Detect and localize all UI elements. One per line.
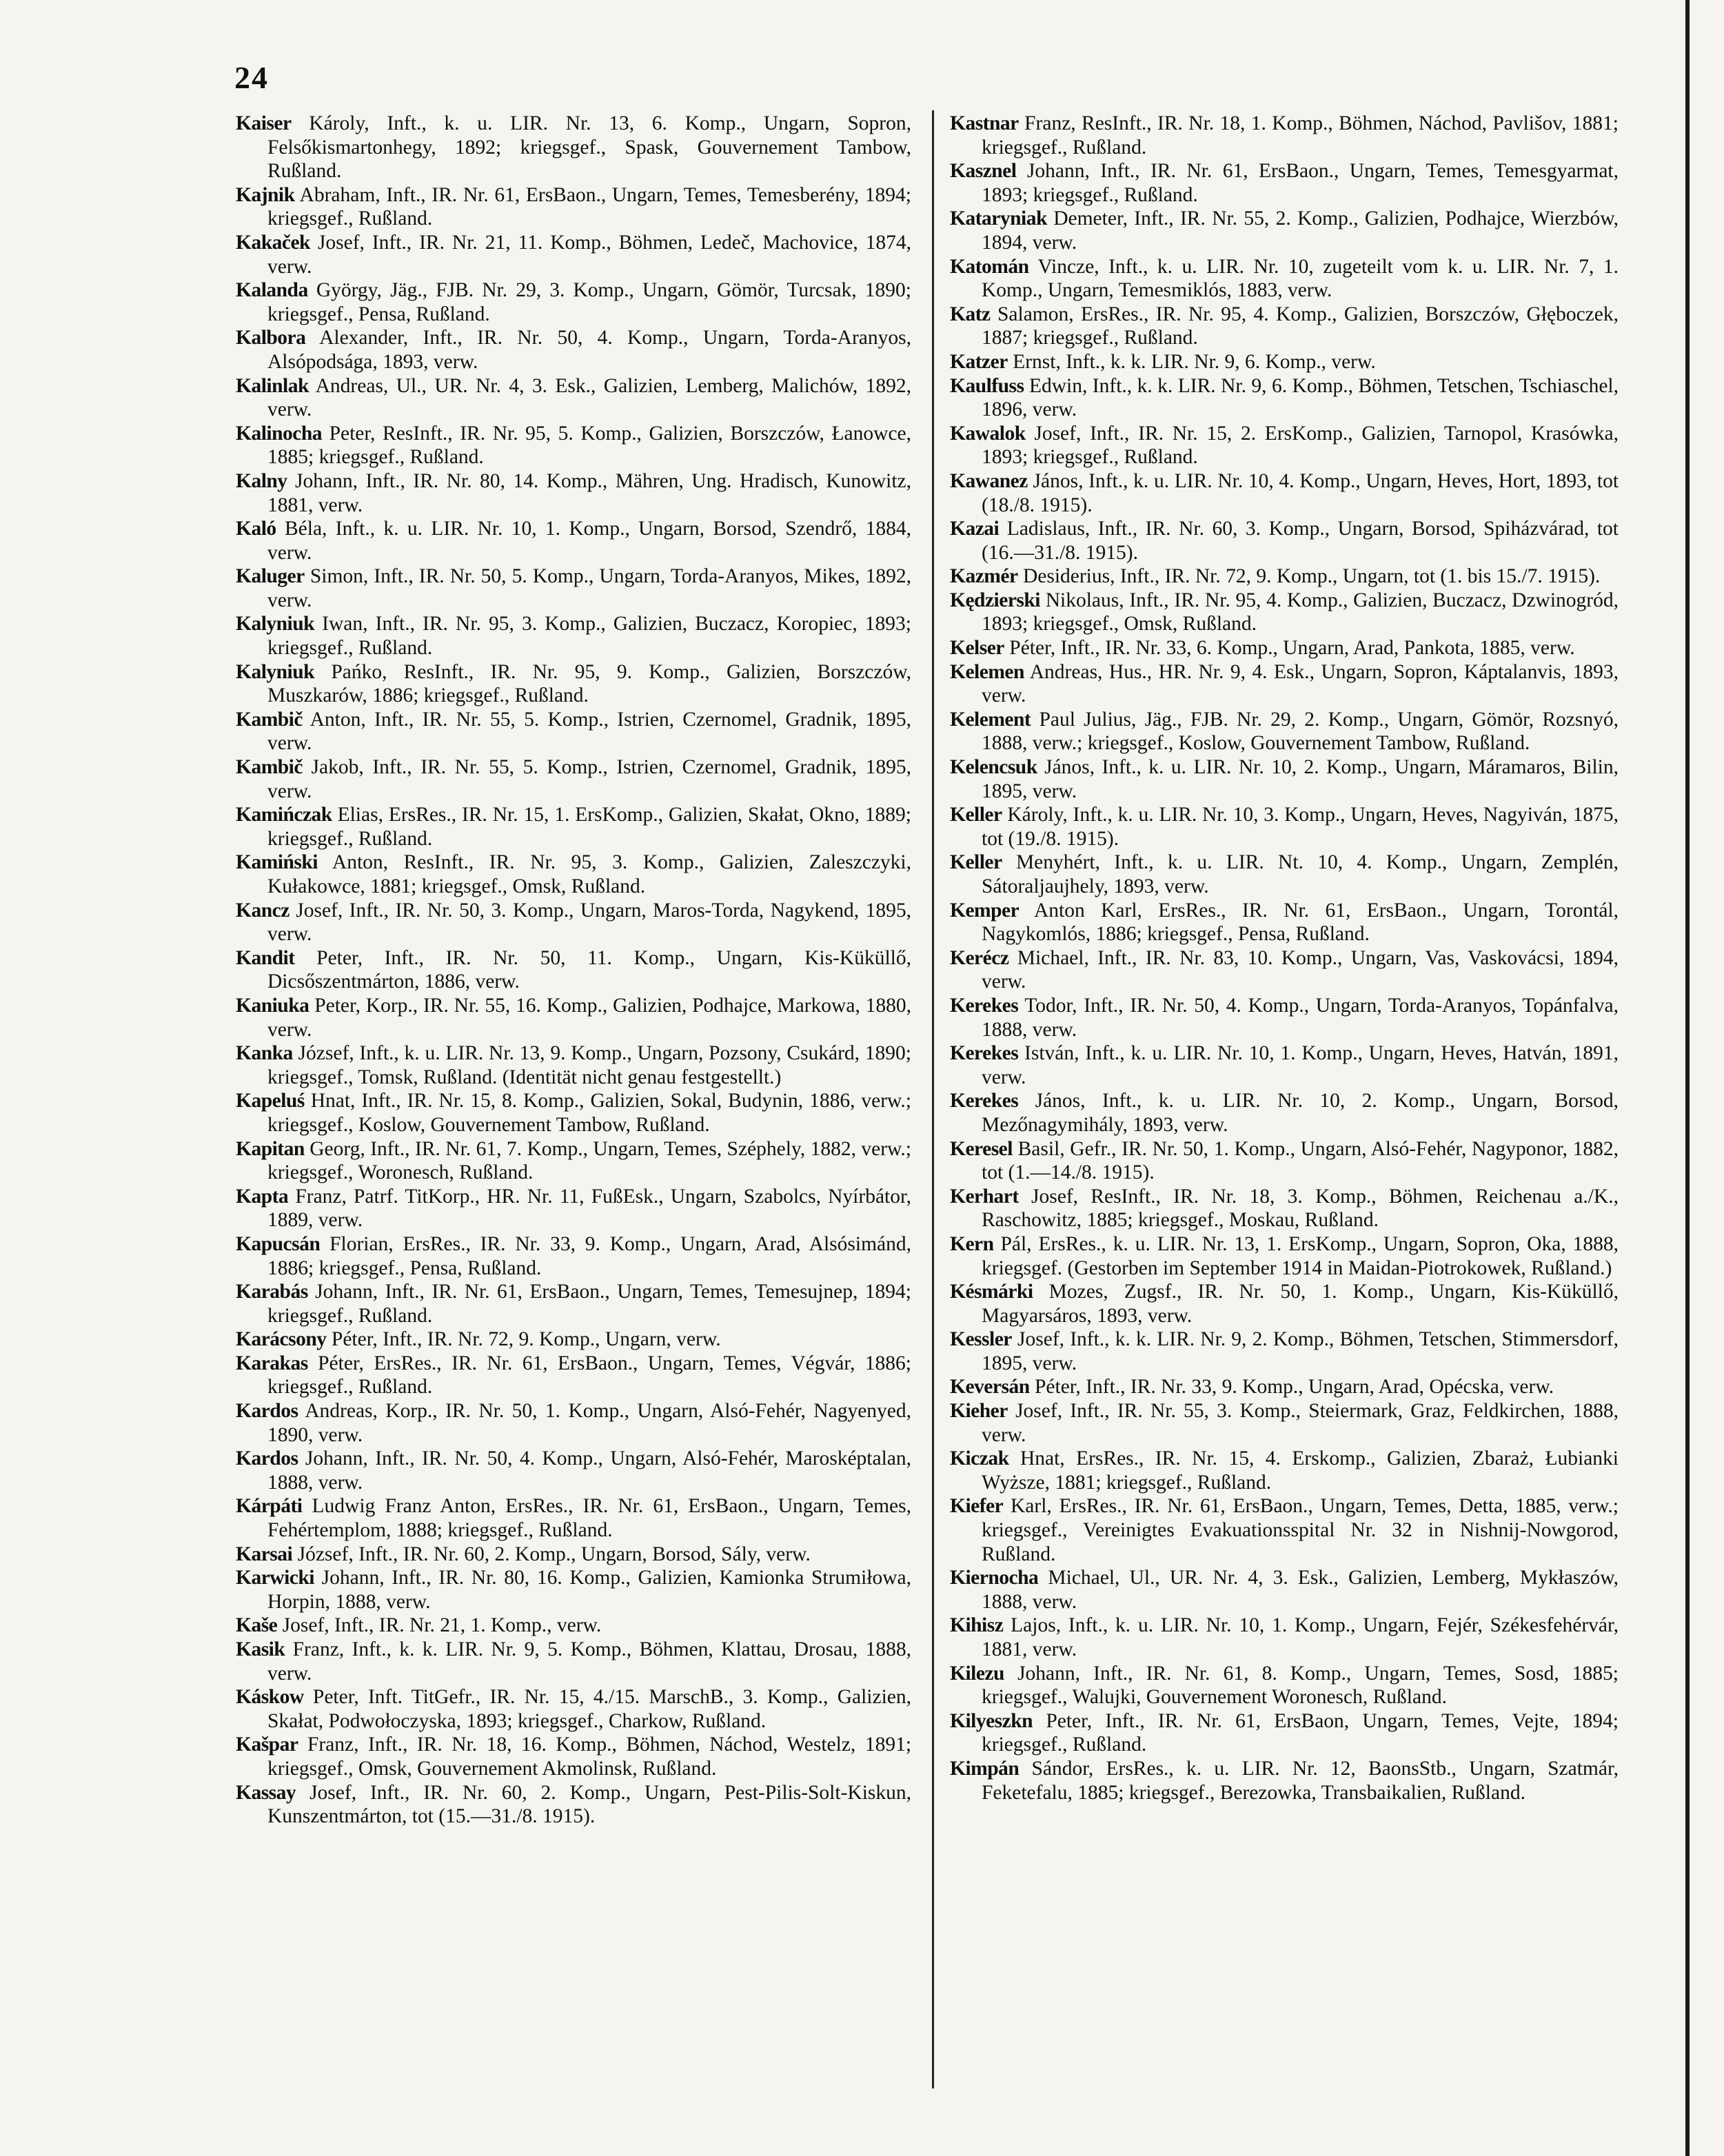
register-entry (950, 1041, 1619, 1089)
register-entry (236, 1041, 911, 1089)
entry-details: Michael, Ul., UR. Nr. 4, 3. Esk., Galizien, Lemberg, Mykłaszów, 1888, verw. (982, 1567, 1619, 1613)
entry-surname: Kardos (236, 1400, 298, 1423)
entry-surname: Keller (950, 851, 1002, 874)
entry-details: Lajos, Inft., k. u. LIR. Nr. 10, 1. Komp., Ungarn, Fejér, Székesfehérvár, 1881, verw. (982, 1614, 1619, 1660)
entry-details: János, Inft., k. u. LIR. Nr. 10, 4. Komp., Ungarn, Heves, Hort, 1893, tot (18./8. 1915). (982, 469, 1619, 516)
register-entry (236, 946, 911, 994)
register-entry (236, 183, 911, 231)
entry-details: Franz, ResInft., IR. Nr. 18, 1. Komp., Böhmen, Náchod, Pavlišov, 1881; kriegsgef., Rußland. (982, 112, 1619, 159)
register-entry (236, 1685, 911, 1733)
entry-details: Josef, Inft., IR. Nr. 21, 11. Komp., Böhmen, Ledeč, Machovice, 1874, verw. (267, 231, 911, 278)
entry-surname: Kalny (236, 469, 287, 492)
register-entry (236, 565, 911, 612)
entry-details: József, Inft., k. u. LIR. Nr. 13, 9. Komp., Ungarn, Pozsony, Csukárd, 1890; kriegsgef., Tomsk, Rußland. (Identität nicht genau festgestellt.) (267, 1042, 912, 1088)
entry-details: Johann, Inft., IR. Nr. 61, ErsBaon., Ungarn, Temes, Temesgyarmat, 1893; kriegsgef., Rußland. (982, 160, 1619, 206)
entry-surname: Kamiński (236, 851, 318, 874)
entry-details: György, Jäg., FJB. Nr. 29, 3. Komp., Ungarn, Gömör, Turcsak, 1890; kriegsgef., Pensa, Rußland. (267, 279, 911, 325)
column-divider (932, 110, 934, 2088)
entry-details: Jakob, Inft., IR. Nr. 55, 5. Komp., Istrien, Czernomel, Gradnik, 1895, verw. (267, 756, 912, 802)
entry-details: Béla, Inft., k. u. LIR. Nr. 10, 1. Komp., Ungarn, Borsod, Szendrő, 1884, verw. (267, 518, 912, 564)
entry-surname: Kazai (950, 518, 1000, 540)
entry-details: Edwin, Inft., k. k. LIR. Nr. 9, 6. Komp., Böhmen, Tetschen, Tschiaschel, 1896, verw. (982, 374, 1619, 421)
register-entry (950, 112, 1619, 159)
entry-surname: Kambič (236, 708, 303, 731)
entry-details: Menyhért, Inft., k. u. LIR. Nt. 10, 4. Komp., Ungarn, Zemplén, Sátoraljaujhely, 1893, verw. (982, 851, 1619, 897)
entry-details: Anton Karl, ErsRes., IR. Nr. 61, ErsBaon., Ungarn, Torontál, Nagykomlós, 1886; kriegsgef., Pensa, Rußland. (982, 899, 1619, 946)
register-entry (950, 1662, 1619, 1709)
entry-surname: Kassay (236, 1781, 296, 1804)
register-entry (236, 231, 911, 278)
entry-details: Peter, Inft., IR. Nr. 61, ErsBaon, Ungarn, Temes, Vejte, 1894; kriegsgef., Rußland. (982, 1709, 1619, 1756)
entry-details: János, Inft., k. u. LIR. Nr. 10, 2. Komp., Ungarn, Máramaros, Bilin, 1895, verw. (982, 756, 1619, 802)
entry-details: Josef, Inft., IR. Nr. 21, 1. Komp., verw. (282, 1614, 602, 1637)
register-entry (950, 159, 1619, 207)
entry-surname: Kelencsuk (950, 756, 1037, 779)
entry-details: Abraham, Inft., IR. Nr. 61, ErsBaon., Ungarn, Temes, Temesberény, 1894; kriegsgef., Rußland. (267, 183, 911, 230)
left-column (236, 112, 911, 1829)
entry-details: Péter, Inft., IR. Nr. 33, 6. Komp., Ungarn, Arad, Pankota, 1885, verw. (1009, 637, 1575, 660)
entry-surname: Kapeluś (236, 1090, 305, 1112)
entry-surname: Kern (950, 1232, 994, 1255)
page-number: 24 (234, 60, 269, 95)
entry-surname: Kalyniuk (236, 613, 315, 635)
entry-surname: Kasznel (950, 160, 1017, 183)
entry-surname: Kalanda (236, 279, 308, 302)
register-entry (950, 422, 1619, 469)
right-column (950, 112, 1619, 1804)
register-entry (236, 660, 911, 708)
register-entry (950, 636, 1619, 660)
entry-surname: Keversán (950, 1376, 1030, 1399)
register-entry (236, 1781, 911, 1829)
entry-details: Johann, Inft., IR. Nr. 80, 16. Komp., Galizien, Kamionka Strumiłowa, Horpin, 1888, verw. (267, 1567, 912, 1613)
entry-surname: Kerekes (950, 1090, 1019, 1112)
entry-surname: Kerekes (950, 1042, 1019, 1065)
entry-surname: Kašpar (236, 1733, 298, 1756)
entry-details: Péter, ErsRes., IR. Nr. 61, ErsBaon., Ungarn, Temes, Végvár, 1886; kriegsgef., Rußland. (267, 1352, 911, 1399)
register-entry (950, 1757, 1619, 1804)
entry-surname: Kihisz (950, 1614, 1004, 1637)
entry-surname: Késmárki (950, 1281, 1033, 1303)
entry-surname: Kapitan (236, 1137, 305, 1160)
register-entry (950, 1089, 1619, 1137)
entry-surname: Kieher (950, 1400, 1008, 1423)
entry-details: Pańko, ResInft., IR. Nr. 95, 9. Komp., Galizien, Borszczów, Muszkarów, 1886; kriegsgef., Rußland. (267, 660, 912, 707)
entry-surname: Karsai (236, 1543, 293, 1565)
register-entry (236, 1352, 911, 1399)
register-entry (950, 994, 1619, 1041)
entry-details: Anton, Inft., IR. Nr. 55, 5. Komp., Istrien, Czernomel, Gradnik, 1895, verw. (267, 708, 912, 755)
register-entry (236, 1399, 911, 1447)
entry-details: Josef, Inft., IR. Nr. 50, 3. Komp., Ungarn, Maros-Torda, Nagykend, 1895, verw. (267, 899, 911, 946)
entry-surname: Kilezu (950, 1662, 1004, 1685)
entry-details: Mozes, Zugsf., IR. Nr. 50, 1. Komp., Ungarn, Kis-Küküllő, Magyarsáros, 1893, verw. (982, 1281, 1619, 1327)
entry-details: Hnat, ErsRes., IR. Nr. 15, 4. Erskomp., Galizien, Zbaraż, Łubianki Wyższe, 1881; kriegsgef., Rußland. (982, 1447, 1619, 1494)
entry-details: Josef, Inft., IR. Nr. 15, 2. ErsKomp., Galizien, Tarnopol, Krasówka, 1893; kriegsgef., Rußland. (982, 422, 1619, 469)
entry-surname: Kelser (950, 637, 1004, 660)
entry-details: Franz, Patrf. TitKorp., HR. Nr. 11, FußEsk., Ungarn, Szabolcs, Nyírbátor, 1889, verw. (267, 1185, 912, 1232)
register-entry (950, 946, 1619, 994)
entry-details: Simon, Inft., IR. Nr. 50, 5. Komp., Ungarn, Torda-Aranyos, Mikes, 1892, verw. (267, 565, 912, 611)
entry-surname: Kalyniuk (236, 660, 315, 683)
entry-surname: Kerhart (950, 1185, 1019, 1208)
register-entry (236, 803, 911, 851)
entry-surname: Katz (950, 303, 991, 325)
page-edge-line (1685, 0, 1690, 2156)
register-entry (236, 326, 911, 374)
entry-surname: Kaniuka (236, 994, 310, 1017)
entry-surname: Kaló (236, 518, 276, 540)
register-entry (950, 708, 1619, 755)
entry-details: Andreas, Korp., IR. Nr. 50, 1. Komp., Ungarn, Alsó-Fehér, Nagyenyed, 1890, verw. (267, 1400, 912, 1446)
entry-surname: Kilyeszkn (950, 1709, 1033, 1732)
register-entry (950, 1399, 1619, 1447)
entry-details: Ladislaus, Inft., IR. Nr. 60, 3. Komp., Ungarn, Borsod, Spiházvárad, tot (16.—31./8. 1915). (982, 518, 1619, 564)
entry-details: Josef, Inft., k. k. LIR. Nr. 9, 2. Komp., Böhmen, Tetschen, Stimmersdorf, 1895, verw. (982, 1328, 1619, 1374)
entry-surname: Katzer (950, 350, 1008, 373)
register-entry (236, 1185, 911, 1232)
entry-details: Peter, ResInft., IR. Nr. 95, 5. Komp., Galizien, Borszczów, Łanowce, 1885; kriegsgef., Rußland. (267, 422, 912, 469)
entry-details: Andreas, Ul., UR. Nr. 4, 3. Esk., Galizien, Lemberg, Malichów, 1892, verw. (267, 374, 911, 421)
register-entry (950, 517, 1619, 565)
entry-details: Anton, ResInft., IR. Nr. 95, 3. Komp., Galizien, Zaleszczyki, Kułakowce, 1881; kriegsgef., Omsk, Rußland. (267, 851, 911, 897)
entry-surname: Kardos (236, 1447, 298, 1470)
entry-surname: Kalinocha (236, 422, 322, 445)
entry-surname: Kambič (236, 756, 303, 779)
register-entry (950, 1494, 1619, 1566)
register-entry (236, 374, 911, 422)
entry-details: Elias, ErsRes., IR. Nr. 15, 1. ErsKomp., Galizien, Skałat, Okno, 1889; kriegsgef., Rußland. (267, 804, 912, 850)
register-entry (950, 1185, 1619, 1232)
register-entry (236, 1494, 911, 1542)
register-entry (950, 255, 1619, 303)
entry-surname: Kiefer (950, 1495, 1004, 1518)
entry-details: Desiderius, Inft., IR. Nr. 72, 9. Komp., Ungarn, tot (1. bis 15./7. 1915). (1022, 565, 1601, 588)
register-entry (950, 755, 1619, 803)
entry-details: Franz, Inft., IR. Nr. 18, 16. Komp., Böhmen, Náchod, Westelz, 1891; kriegsgef., Omsk, Gouvernement Akmolinsk, Rußland. (267, 1733, 912, 1780)
entry-details: Sándor, ErsRes., k. u. LIR. Nr. 12, BaonsStb., Ungarn, Szatmár, Feketefalu, 1885; kriegsgef., Berezowka, Transbaikalien, Rußland. (982, 1757, 1619, 1804)
register-entry (236, 1280, 911, 1328)
entry-surname: Kancz (236, 899, 290, 922)
register-entry (236, 755, 911, 803)
entry-surname: Kiczak (950, 1447, 1009, 1470)
entry-surname: Keller (950, 804, 1002, 826)
entry-details: Károly, Inft., k. u. LIR. Nr. 13, 6. Komp., Ungarn, Sopron, Felsőkismartonhegy, 1892; kriegsgef., Spask, Gouvernement Tambow, Rußland. (267, 112, 911, 183)
entry-details: Hnat, Inft., IR. Nr. 15, 8. Komp., Galizien, Sokal, Budynin, 1886, verw.; kriegsgef., Koslow, Gouvernement Tambow, Rußland. (267, 1090, 911, 1136)
entry-surname: Keresel (950, 1137, 1013, 1160)
entry-details: József, Inft., IR. Nr. 60, 2. Komp., Ungarn, Borsod, Sály, verw. (297, 1543, 811, 1565)
entry-details: Ludwig Franz Anton, ErsRes., IR. Nr. 61, ErsBaon., Ungarn, Temes, Fehértemplom, 1888; kriegsgef., Rußland. (267, 1495, 911, 1542)
register-entry (236, 1328, 911, 1352)
register-entry (950, 1614, 1619, 1661)
register-entry (236, 469, 911, 517)
register-entry (950, 899, 1619, 946)
entry-details: Paul Julius, Jäg., FJB. Nr. 29, 2. Komp., Ungarn, Gömör, Rozsnyó, 1888, verw.; kriegsgef., Koslow, Gouvernement Tambow, Rußland. (982, 708, 1619, 755)
register-entry (236, 1447, 911, 1494)
register-entry (236, 1638, 911, 1685)
register-entry (236, 1566, 911, 1614)
entry-surname: Kawanez (950, 469, 1028, 492)
entry-surname: Kalbora (236, 327, 306, 349)
register-entry (236, 1733, 911, 1780)
entry-details: Johann, Inft., IR. Nr. 61, 8. Komp., Ungarn, Temes, Sosd, 1885; kriegsgef., Walujki, Gouvernement Woronesch, Rußland. (982, 1662, 1619, 1709)
register-entry (236, 112, 911, 183)
entry-details: Franz, Inft., k. k. LIR. Nr. 9, 5. Komp., Böhmen, Klattau, Drosau, 1888, verw. (267, 1638, 912, 1685)
entry-surname: Kandit (236, 946, 295, 969)
register-entry (236, 278, 911, 326)
entry-details: Basil, Gefr., IR. Nr. 50, 1. Komp., Ungarn, Alsó-Fehér, Nagyponor, 1882, tot (1.—14./8. 1915). (982, 1137, 1619, 1184)
entry-details: Peter, Inft., IR. Nr. 50, 11. Komp., Ungarn, Kis-Küküllő, Dicsőszentmárton, 1886, verw. (267, 946, 912, 993)
entry-surname: Kerekes (950, 994, 1019, 1017)
entry-details: Iwan, Inft., IR. Nr. 95, 3. Komp., Galizien, Buczacz, Koropiec, 1893; kriegsgef., Rußland. (267, 613, 912, 660)
entry-details: Ernst, Inft., k. k. LIR. Nr. 9, 6. Komp., verw. (1013, 350, 1376, 373)
entry-surname: Kaluger (236, 565, 305, 588)
register-entry (950, 803, 1619, 851)
register-entry (950, 589, 1619, 636)
entry-surname: Kalinlak (236, 374, 309, 397)
entry-surname: Kataryniak (950, 207, 1047, 230)
register-entry (950, 1232, 1619, 1280)
entry-surname: Kelemen (950, 660, 1024, 683)
entry-surname: Kawalok (950, 422, 1026, 445)
entry-surname: Kelement (950, 708, 1031, 731)
register-entry (950, 303, 1619, 350)
entry-surname: Kessler (950, 1328, 1012, 1351)
entry-surname: Kastnar (950, 112, 1019, 134)
entry-surname: Karwicki (236, 1567, 314, 1589)
entry-surname: Kakaček (236, 231, 310, 254)
entry-surname: Karácsony (236, 1328, 327, 1351)
register-entry (950, 350, 1619, 374)
entry-details: János, Inft., k. u. LIR. Nr. 10, 2. Komp., Ungarn, Borsod, Mezőnagymihály, 1893, verw. (982, 1090, 1619, 1136)
entry-details: Pál, ErsRes., k. u. LIR. Nr. 13, 1. ErsKomp., Ungarn, Sopron, Oka, 1888, kriegsgef. (Gestorben im September 1914 in Maidan-Piotrokowek, Rußland.) (982, 1232, 1619, 1279)
register-entry (950, 1328, 1619, 1375)
entry-details: Peter, Korp., IR. Nr. 55, 16. Komp., Galizien, Podhajce, Markowa, 1880, verw. (267, 994, 911, 1041)
register-entry (236, 994, 911, 1041)
register-entry (950, 1566, 1619, 1614)
entry-details: Károly, Inft., k. u. LIR. Nr. 10, 3. Komp., Ungarn, Heves, Nagyiván, 1875, tot (19./8. 1915). (982, 804, 1619, 850)
entry-surname: Kaiser (236, 112, 292, 134)
register-entry (236, 1089, 911, 1137)
register-entry (236, 1614, 911, 1638)
entry-surname: Kárpáti (236, 1495, 303, 1518)
register-entry (950, 207, 1619, 254)
entry-surname: Kaše (236, 1614, 278, 1637)
register-entry (950, 1280, 1619, 1328)
register-entry (950, 1709, 1619, 1757)
entry-surname: Kaulfuss (950, 374, 1024, 397)
entry-details: Péter, Inft., IR. Nr. 33, 9. Komp., Ungarn, Arad, Opécska, verw. (1035, 1376, 1554, 1399)
entry-details: Peter, Inft. TitGefr., IR. Nr. 15, 4./15. MarschB., 3. Komp., Galizien, Skałat, Podwołoczyska, 1893; kriegsgef., Charkow, Rußland. (267, 1686, 911, 1732)
entry-details: Johann, Inft., IR. Nr. 61, ErsBaon., Ungarn, Temes, Temesujnep, 1894; kriegsgef., Rußland. (267, 1281, 911, 1327)
entry-details: Nikolaus, Inft., IR. Nr. 95, 4. Komp., Galizien, Buczacz, Dzwinogród, 1893; kriegsgef., Omsk, Rußland. (982, 589, 1619, 635)
entry-details: Johann, Inft., IR. Nr. 80, 14. Komp., Mähren, Ung. Hradisch, Kunowitz, 1881, verw. (267, 469, 912, 516)
register-entry (950, 565, 1619, 589)
entry-details: Salamon, ErsRes., IR. Nr. 95, 4. Komp., Galizien, Borszczów, Głęboczek, 1887; kriegsgef., Rußland. (982, 303, 1619, 349)
register-entry (236, 612, 911, 660)
register-entry (236, 422, 911, 469)
entry-surname: Kapta (236, 1185, 289, 1208)
register-entry (236, 1137, 911, 1185)
entry-surname: Karakas (236, 1352, 308, 1374)
register-entry (236, 1232, 911, 1280)
entry-surname: Kanka (236, 1042, 293, 1065)
entry-surname: Kiernocha (950, 1567, 1039, 1589)
entry-surname: Kerécz (950, 946, 1009, 969)
entry-surname: Kimpán (950, 1757, 1020, 1780)
register-entry (950, 1375, 1619, 1399)
entry-surname: Katomán (950, 255, 1029, 278)
entry-surname: Kędzierski (950, 589, 1041, 611)
entry-surname: Karabás (236, 1281, 308, 1303)
entry-surname: Kamińczak (236, 804, 332, 826)
entry-details: Florian, ErsRes., IR. Nr. 33, 9. Komp., Ungarn, Arad, Alsósimánd, 1886; kriegsgef., Pensa, Rußland. (267, 1232, 911, 1279)
entry-surname: Kemper (950, 899, 1020, 922)
register-entry (236, 1543, 911, 1567)
register-entry (950, 1447, 1619, 1494)
register-entry (950, 1137, 1619, 1185)
entry-details: Alexander, Inft., IR. Nr. 50, 4. Komp., Ungarn, Torda-Aranyos, Alsópodsága, 1893, verw. (267, 327, 912, 373)
register-entry (950, 660, 1619, 708)
register-entry (236, 517, 911, 565)
entry-details: Johann, Inft., IR. Nr. 50, 4. Komp., Ungarn, Alsó-Fehér, Marosképtalan, 1888, verw. (267, 1447, 911, 1494)
register-entry (950, 374, 1619, 422)
entry-details: Vincze, Inft., k. u. LIR. Nr. 10, zugeteilt vom k. u. LIR. Nr. 7, 1. Komp., Ungarn, Temesmiklós, 1883, verw. (982, 255, 1619, 302)
entry-details: Todor, Inft., IR. Nr. 50, 4. Komp., Ungarn, Torda-Aranyos, Topánfalva, 1888, verw. (982, 994, 1619, 1041)
register-entry (950, 851, 1619, 898)
register-entry (950, 469, 1619, 517)
entry-details: Péter, Inft., IR. Nr. 72, 9. Komp., Ungarn, verw. (331, 1328, 721, 1351)
entry-surname: Kasik (236, 1638, 285, 1660)
register-entry (236, 708, 911, 755)
entry-surname: Káskow (236, 1686, 304, 1709)
entry-details: Karl, ErsRes., IR. Nr. 61, ErsBaon., Ungarn, Temes, Detta, 1885, verw.; kriegsgef., Vereinigtes Evakuationsspital Nr. 32 in Nishnij-Nowgorod, Rußland. (982, 1495, 1619, 1565)
entry-surname: Kajnik (236, 183, 295, 206)
entry-details: Demeter, Inft., IR. Nr. 55, 2. Komp., Galizien, Podhajce, Wierzbów, 1894, verw. (982, 207, 1619, 254)
entry-details: István, Inft., k. u. LIR. Nr. 10, 1. Komp., Ungarn, Heves, Hatván, 1891, verw. (982, 1042, 1619, 1088)
entry-details: Georg, Inft., IR. Nr. 61, 7. Komp., Ungarn, Temes, Széphely, 1882, verw.; kriegsgef., Woronesch, Rußland. (267, 1137, 912, 1184)
entry-details: Josef, ResInft., IR. Nr. 18, 3. Komp., Böhmen, Reichenau a./K., Raschowitz, 1885; kriegsgef., Moskau, Rußland. (982, 1185, 1619, 1232)
register-entry (236, 851, 911, 898)
entry-surname: Kapucsán (236, 1232, 321, 1255)
entry-surname: Kazmér (950, 565, 1018, 588)
register-entry (236, 899, 911, 946)
entry-details: Josef, Inft., IR. Nr. 55, 3. Komp., Steiermark, Graz, Feldkirchen, 1888, verw. (982, 1400, 1619, 1446)
entry-details: Michael, Inft., IR. Nr. 83, 10. Komp., Ungarn, Vas, Vaskovácsi, 1894, verw. (982, 946, 1619, 993)
entry-details: Andreas, Hus., HR. Nr. 9, 4. Esk., Ungarn, Sopron, Káptalanvis, 1893, verw. (982, 660, 1619, 707)
entry-details: Josef, Inft., IR. Nr. 60, 2. Komp., Ungarn, Pest-Pilis-Solt-Kiskun, Kunszentmárton, tot (15.—31./8. 1915). (267, 1781, 912, 1828)
